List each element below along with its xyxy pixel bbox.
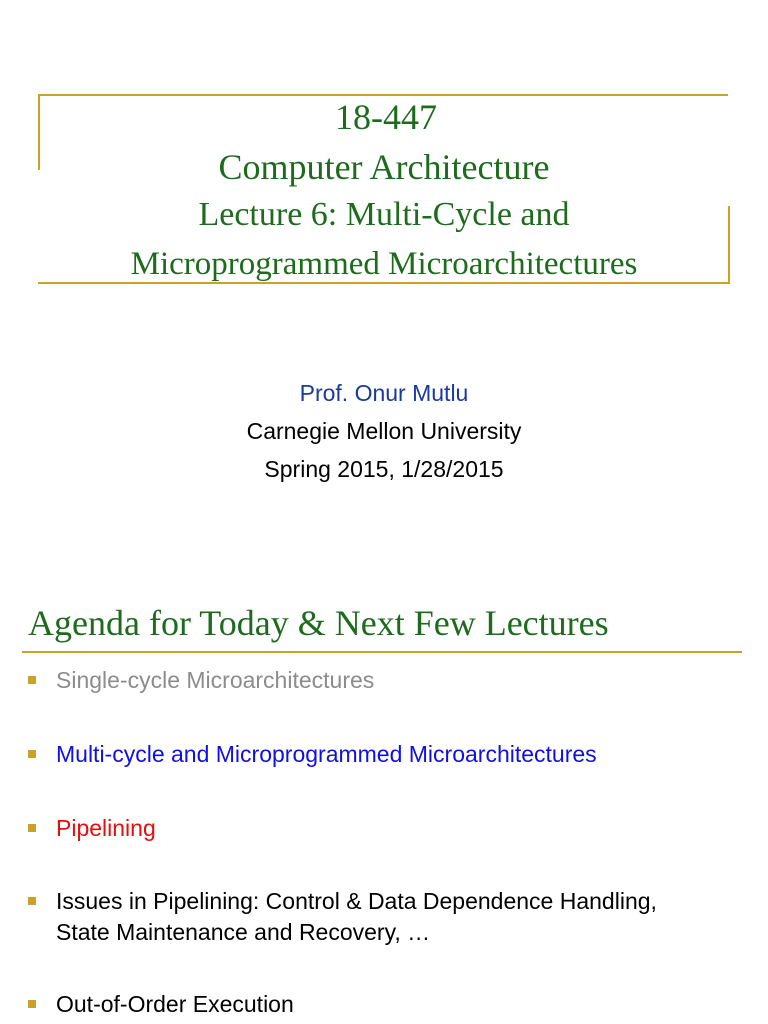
agenda-list-item (28, 665, 748, 696)
agenda-item-text: Out-of-Order Execution (56, 991, 294, 1017)
agenda-list-item (28, 886, 748, 948)
agenda-list-item (28, 739, 748, 770)
agenda-title: Agenda for Today & Next Few Lectures (28, 603, 609, 643)
agenda-title-rule (22, 651, 742, 653)
agenda-list-item (28, 989, 748, 1020)
semester-date: Spring 2015, 1/28/2015 (264, 456, 504, 482)
square-bullet-icon (28, 676, 36, 684)
university-name: Carnegie Mellon University (246, 418, 522, 444)
agenda-item-text: Pipelining (56, 815, 156, 841)
course-number: 18-447 (335, 97, 437, 137)
agenda-slide (0, 565, 768, 1024)
square-bullet-icon (28, 824, 36, 832)
agenda-item-text: Multi-cycle and Microprogrammed Microarchitectures (56, 741, 597, 767)
professor-name: Prof. Onur Mutlu (299, 380, 469, 406)
agenda-item-text: Single-cycle Microarchitectures (56, 667, 375, 693)
square-bullet-icon (28, 1000, 36, 1008)
agenda-item-text: Issues in Pipelining: Control & Data Dependence Handling, State Maintenance and Recovery, … (56, 888, 657, 945)
lecture-title-line-1: Lecture 6: Multi-Cycle and (198, 196, 570, 233)
square-bullet-icon (28, 897, 36, 905)
course-name: Computer Architecture (218, 147, 550, 187)
square-bullet-icon (28, 750, 36, 758)
agenda-list-item (28, 813, 748, 844)
lecture-title-line-2: Microprogrammed Microarchitectures (130, 246, 638, 282)
